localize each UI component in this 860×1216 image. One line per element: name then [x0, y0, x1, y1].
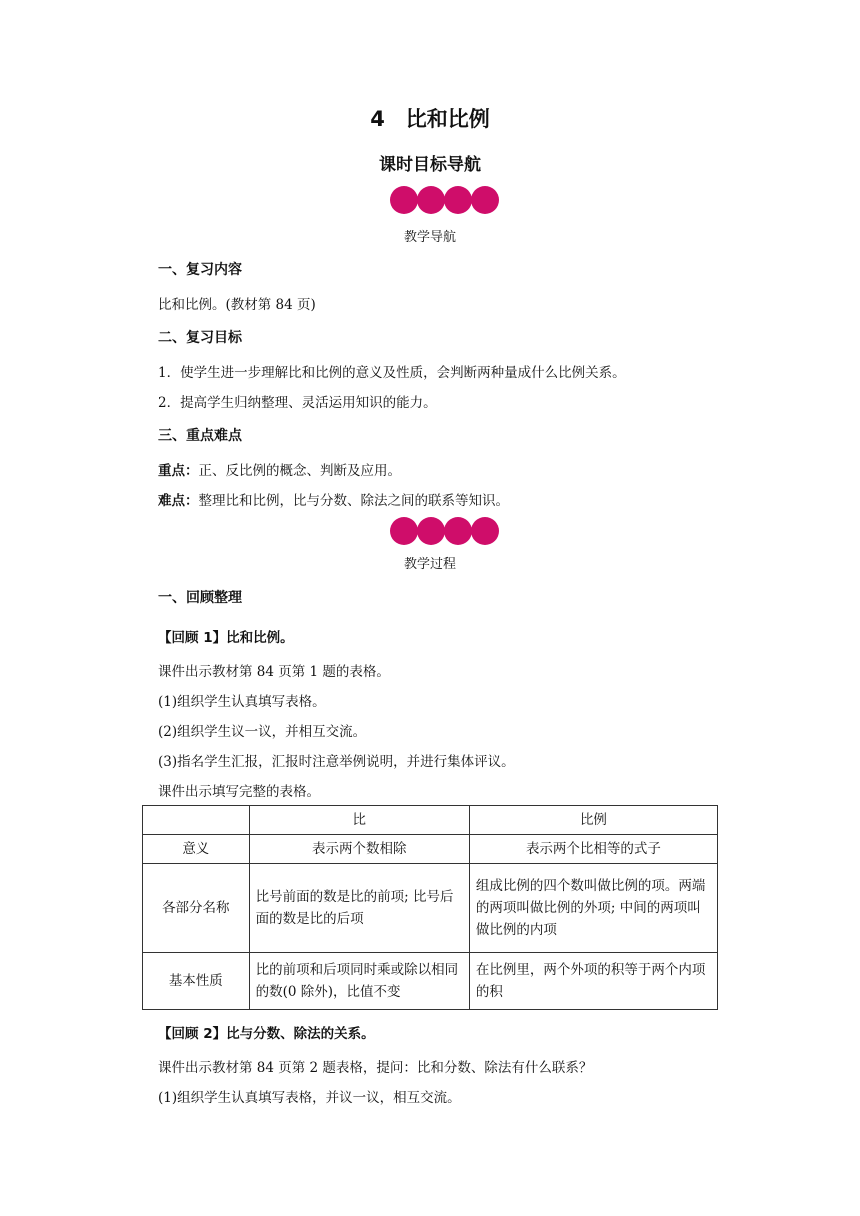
- nav-label-2: 教学过程: [403, 557, 456, 572]
- dot-icon: [444, 517, 472, 545]
- dot-icon: [471, 517, 499, 545]
- ratio-proportion-table: [142, 805, 718, 1010]
- review-1-line: 课件出示填写完整的表格。: [158, 784, 320, 800]
- difficulty-text: 整理比和比例，比与分数、除法之间的联系等知识。: [198, 493, 509, 509]
- table-cell-ratio: 比的前项和后项同时乘或除以相同的数(0 除外)，比值不变: [249, 953, 469, 1010]
- dot-icon: [417, 517, 445, 545]
- goal-item-2: 2．提高学生归纳整理、灵活运用知识的能力。: [158, 395, 437, 411]
- dot-icon: [390, 517, 418, 545]
- table-row-label: 各部分名称: [143, 864, 250, 953]
- review-2-heading: 【回顾 2】比与分数、除法的关系。: [158, 1026, 375, 1042]
- dot-icon: [444, 186, 472, 214]
- key-point-line: [158, 459, 401, 479]
- difficulty-line: [158, 489, 509, 509]
- review-1-line: (1)组织学生认真填写表格。: [158, 694, 326, 710]
- key-point-text: 正、反比例的概念、判断及应用。: [198, 463, 401, 479]
- review-1-line: (2)组织学生议一议，并相互交流。: [158, 724, 367, 740]
- decorative-dots-1: [390, 186, 502, 216]
- key-point-label: 重点：: [158, 463, 199, 479]
- section-heading-review-goals: 二、复习目标: [158, 330, 242, 346]
- table-row-label: 基本性质: [143, 953, 250, 1010]
- table-header-cell: [143, 806, 250, 835]
- section-heading-review-content: 一、复习内容: [158, 262, 242, 278]
- table-header-cell: 比: [249, 806, 469, 835]
- review-2-line: (1)组织学生认真填写表格，并议一议，相互交流。: [158, 1090, 461, 1106]
- review-2-line: 课件出示教材第 84 页第 2 题表格，提问：比和分数、除法有什么联系？: [158, 1060, 593, 1076]
- review-1-heading: 【回顾 1】比和比例。: [158, 630, 294, 646]
- table-header-cell: 比例: [469, 806, 717, 835]
- section-heading-review: 一、回顾整理: [158, 590, 242, 606]
- table-cell-proportion: 在比例里，两个外项的积等于两个内项的积: [469, 953, 717, 1010]
- review-content-text: 比和比例。(教材第 84 页): [158, 297, 316, 313]
- page-subtitle: 课时目标导航: [379, 155, 481, 175]
- page-title: 4 比和比例: [370, 107, 490, 131]
- table-cell-proportion: 表示两个比相等的式子: [469, 835, 717, 864]
- nav-label-1: 教学导航: [403, 230, 456, 245]
- goal-item-1: 1．使学生进一步理解比和比例的意义及性质，会判断两种量成什么比例关系。: [158, 365, 626, 381]
- decorative-dots-2: [390, 517, 502, 547]
- dot-icon: [390, 186, 418, 214]
- dot-icon: [471, 186, 499, 214]
- section-heading-key-points: 三、重点难点: [158, 428, 242, 444]
- table-cell-proportion: 组成比例的四个数叫做比例的项。两端的两项叫做比例的外项; 中间的两项叫做比例的内项: [469, 864, 717, 953]
- table-row: [143, 953, 718, 1010]
- table-header-row: [143, 806, 718, 835]
- table-row: [143, 835, 718, 864]
- difficulty-label: 难点：: [158, 493, 199, 509]
- table-row: [143, 864, 718, 953]
- review-1-line: (3)指名学生汇报，汇报时注意举例说明，并进行集体评议。: [158, 754, 515, 770]
- dot-icon: [417, 186, 445, 214]
- review-1-line: 课件出示教材第 84 页第 1 题的表格。: [158, 664, 390, 680]
- table-cell-ratio: 比号前面的数是比的前项; 比号后面的数是比的后项: [249, 864, 469, 953]
- table-row-label: 意义: [143, 835, 250, 864]
- table-cell-ratio: 表示两个数相除: [249, 835, 469, 864]
